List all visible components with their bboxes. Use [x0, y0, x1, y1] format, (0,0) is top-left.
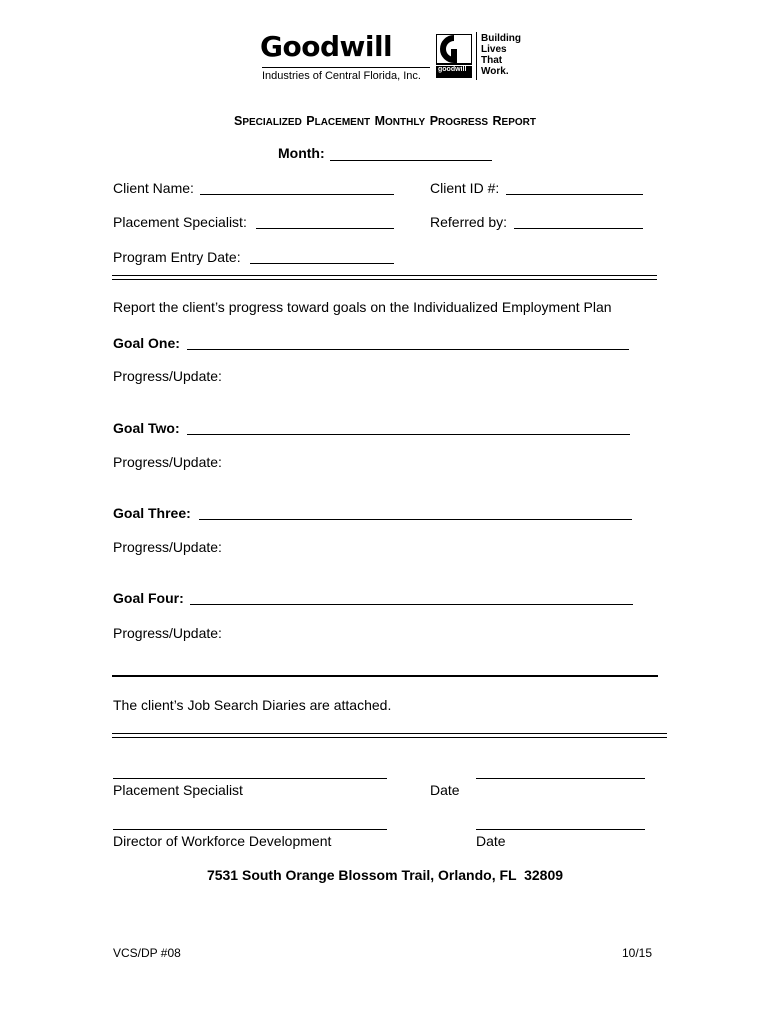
tagline-line-4: Work.	[481, 66, 509, 77]
page-title	[0, 112, 770, 130]
job-search-diaries-note: The client’s Job Search Diaries are attached.	[113, 697, 392, 713]
title-initial: R	[492, 114, 502, 128]
title-initial: P	[429, 114, 439, 128]
signature-divider	[112, 733, 667, 738]
address-text: 7531 South Orange Blossom Trail, Orlando, FL 32809	[206, 867, 564, 883]
month-label: Month:	[278, 145, 325, 161]
revision-date: 10/15	[622, 946, 653, 960]
client-name-label: Client Name:	[113, 180, 194, 196]
title-rest: LACEMENT	[314, 117, 371, 128]
goal-three-progress-label: Progress/Update:	[113, 539, 222, 555]
placement-specialist-label: Placement Specialist:	[113, 214, 247, 230]
title-rest: ONTHLY	[385, 117, 426, 128]
month-field[interactable]	[330, 160, 492, 161]
form-code: VCS/DP #08	[113, 946, 181, 960]
client-id-label: Client ID #:	[430, 180, 500, 196]
goal-three-field[interactable]	[199, 519, 632, 520]
goodwill-logo	[260, 30, 530, 85]
specialist-signature-label: Placement Specialist	[113, 782, 243, 798]
title-rest: PECIALIZED	[242, 117, 302, 128]
goals-end-divider	[112, 675, 658, 677]
logo-tagline	[481, 33, 521, 77]
specialist-date-line[interactable]	[476, 778, 645, 779]
placement-specialist-field[interactable]	[256, 228, 394, 229]
section-divider	[112, 275, 657, 280]
specialist-date-label: Date	[430, 782, 460, 798]
logo-subtitle: Industries of Central Florida, Inc.	[262, 70, 421, 82]
goal-four-field[interactable]	[190, 604, 633, 605]
goal-two-progress-label: Progress/Update:	[113, 454, 222, 470]
logo-divider	[476, 32, 477, 80]
logo-underline	[262, 67, 430, 68]
title-initial: M	[374, 114, 386, 128]
director-signature-line[interactable]	[113, 829, 387, 830]
goal-one-label: Goal One:	[113, 335, 180, 351]
program-entry-date-field[interactable]	[250, 263, 394, 264]
goal-four-label: Goal Four:	[113, 590, 184, 606]
title-initial: P	[306, 114, 315, 128]
goal-one-field[interactable]	[187, 349, 629, 350]
referred-by-field[interactable]	[514, 228, 643, 229]
client-name-field[interactable]	[200, 194, 394, 195]
title-initial: S	[234, 114, 243, 128]
title-rest: ROGRESS	[438, 117, 489, 128]
logo-wordmark: Goodwill	[260, 30, 393, 63]
client-id-field[interactable]	[506, 194, 643, 195]
goal-two-label: Goal Two:	[113, 420, 180, 436]
goal-two-field[interactable]	[187, 434, 630, 435]
goal-three-label: Goal Three:	[113, 505, 191, 521]
director-signature-label: Director of Workforce Development	[113, 833, 332, 849]
goal-four-progress-label: Progress/Update:	[113, 625, 222, 641]
director-date-label: Date	[476, 833, 506, 849]
director-date-line[interactable]	[476, 829, 645, 830]
instructions-text: Report the client’s progress toward goals on the Individualized Employment Plan	[113, 299, 612, 315]
title-rest: EPORT	[501, 117, 536, 128]
logo-badge-text: goodwill	[438, 66, 467, 73]
program-entry-date-label: Program Entry Date:	[113, 249, 241, 265]
tagline-line-2: Lives	[481, 44, 507, 55]
tagline-line-1: Building	[481, 33, 521, 44]
tagline-line-3: That	[481, 55, 503, 66]
specialist-signature-line[interactable]	[113, 778, 387, 779]
referred-by-label: Referred by:	[430, 214, 508, 230]
goal-one-progress-label: Progress/Update:	[113, 368, 222, 384]
